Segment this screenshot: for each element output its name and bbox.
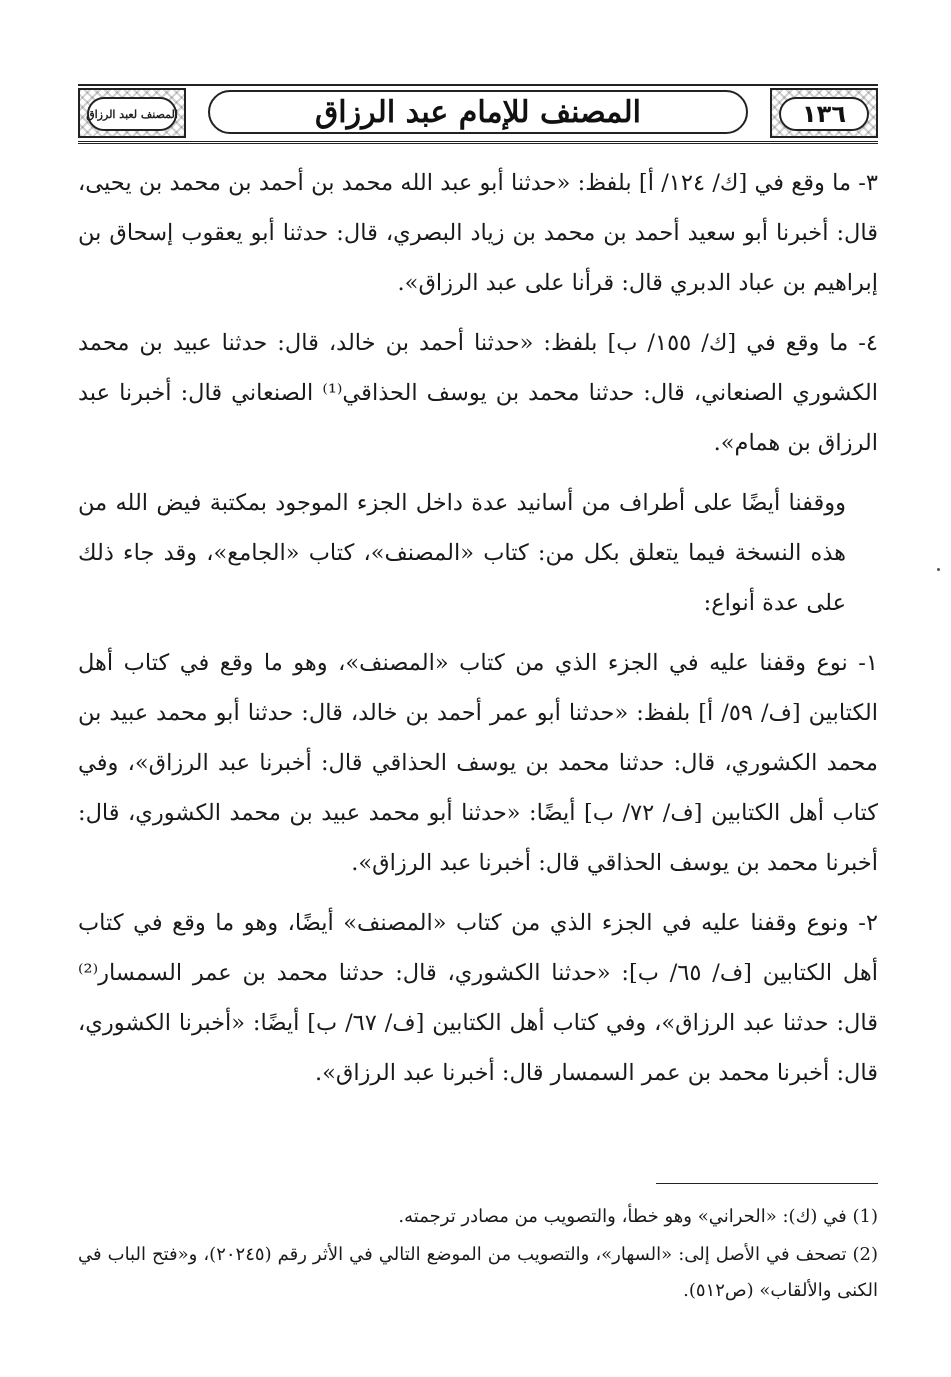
paragraph-item-4: ٤- ما وقع في [ك/ ١٥٥/ ب] بلفظ: «حدثنا أحمد بن خالد، قال: حدثنا عبيد بن محمد الكشوري الصنعاني، قال: حدثنا محمد بن يوسف الحذاقي⁽¹⁾ الصنعاني قال: أخبرنا عبد الرزاق بن همام». — [78, 330, 878, 456]
footnote-separator — [656, 1183, 878, 1184]
header-rule-bottom — [78, 141, 878, 144]
page-number-ornament — [770, 88, 878, 138]
paragraph-intro-types: ووقفنا أيضًا على أطراف من أسانيد عدة داخل الجزء الموجود بمكتبة فيض الله من هذه النسخة فيما يتعلق بكل من: كتاب «المصنف»، كتاب «الجامع»، وقد جاء ذلك على عدة أنواع: — [78, 490, 846, 616]
emblem-frame — [87, 97, 177, 131]
running-title: المصنف للإمام عبد الرزاق — [315, 94, 641, 130]
page-number-frame — [779, 97, 869, 131]
paragraph-type-2: ٢- ونوع وقفنا عليه في الجزء الذي من كتاب «المصنف» أيضًا، وهو ما وقع في كتاب أهل الكتابين [ف/ ٦٥/ ب]: «حدثنا الكشوري، قال: حدثنا محمد بن عمر السمسار⁽²⁾ قال: حدثنا عبد الرزاق»، وفي كتاب أهل الكتابين [ف/ ٦٧/ ب] أيضًا: «أخبرنا الكشوري، قال: أخبرنا محمد بن عمر السمسار قال: أخبرنا عبد الرزاق». — [78, 910, 878, 1086]
emblem-ornament — [78, 88, 186, 138]
footnote-2: (2) تصحف في الأصل إلى: «السهار»، والتصويب من الموضع التالي في الأثر رقم (٢٠٢٤٥)، و«فتح الباب في الكنى والألقاب» (ص٥١٢). — [78, 1244, 879, 1301]
margin-mark — [937, 568, 940, 571]
footnote-1: (1) في (ك): «الحراني» وهو خطأ، والتصويب من مصادر ترجمته. — [398, 1206, 878, 1227]
main-text — [78, 158, 878, 1108]
emblem-seal-text: المصنف لعبد الرزاق — [86, 107, 178, 121]
header-rule-top — [78, 84, 878, 86]
paragraph-type-1: ١- نوع وقفنا عليه في الجزء الذي من كتاب «المصنف»، وهو ما وقع في كتاب أهل الكتابين [ف/ ٥٩/ أ] بلفظ: «حدثنا أبو عمر أحمد بن خالد، قال: حدثنا أبو محمد عبيد بن محمد الكشوري، قال: حدثنا محمد بن يوسف الحذاقي قال: أخبرنا عبد الرزاق»، وفي كتاب أهل الكتابين [ف/ ٧٢/ ب] أيضًا: «حدثنا أبو محمد عبيد بن محمد الكشوري، قال: أخبرنا محمد بن يوسف الحذاقي قال: أخبرنا عبد الرزاق». — [78, 650, 878, 876]
page-number: ١٣٦ — [802, 100, 846, 128]
footnotes — [78, 1199, 878, 1311]
page-header — [78, 82, 878, 144]
paragraph-item-3: ٣- ما وقع في [ك/ ١٢٤/ أ] بلفظ: «حدثنا أبو عبد الله محمد بن أحمد بن محمد بن يحيى، قال: أخبرنا أبو سعيد أحمد بن محمد بن زياد البصري، قال: حدثنا أبو يعقوب إسحاق بن إبراهيم بن عباد الدبري قال: قرأنا على عبد الرزاق». — [78, 170, 878, 296]
title-cartouche — [208, 90, 748, 134]
